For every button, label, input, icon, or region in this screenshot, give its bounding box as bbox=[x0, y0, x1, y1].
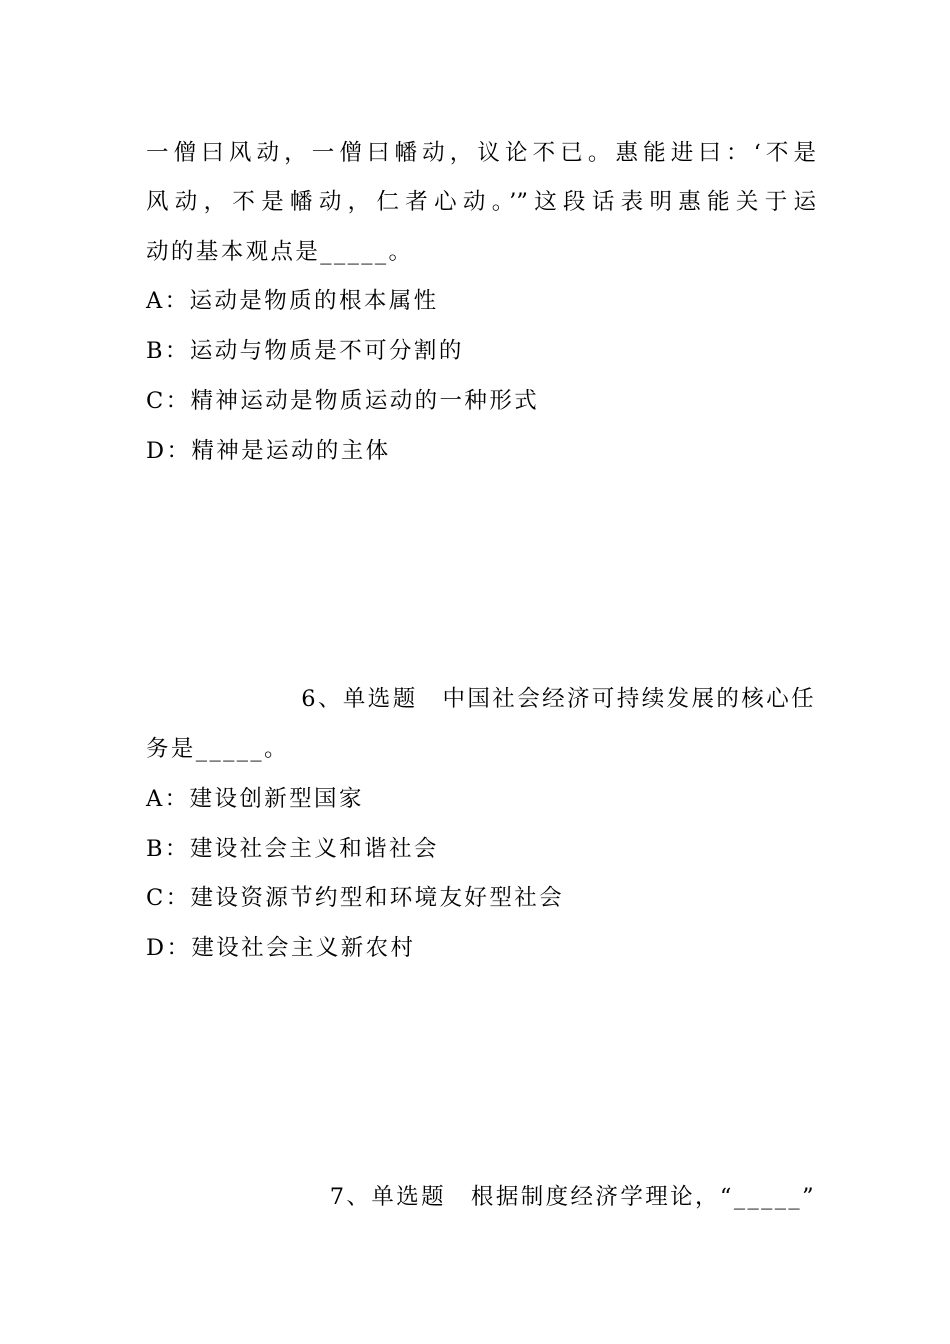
question-7-stem-line-1: 7、单选题 根据制度经济学理论，“_____” bbox=[329, 1184, 816, 1210]
question-5-stem-line-3: 动的基本观点是_____。 bbox=[146, 239, 414, 265]
question-5-stem-line-1: 一僧曰风动，一僧曰幡动，议论不已。惠能进曰：‘不是 bbox=[146, 140, 816, 166]
question-6-option-b: B：建设社会主义和谐社会 bbox=[146, 836, 439, 862]
question-6-option-a: A：建设创新型国家 bbox=[146, 786, 364, 812]
question-6-option-c: C：建设资源节约型和环境友好型社会 bbox=[146, 885, 565, 911]
question-5-option-c: C：精神运动是物质运动的一种形式 bbox=[146, 388, 540, 414]
question-5-option-d: D：精神是运动的主体 bbox=[146, 438, 391, 464]
question-6-stem-line-2: 务是_____。 bbox=[146, 736, 289, 762]
question-5-stem-line-2: 风动，不是幡动，仁者心动。’”这段话表明惠能关于运 bbox=[146, 189, 816, 215]
question-6-option-d: D：建设社会主义新农村 bbox=[146, 935, 416, 961]
question-5-option-a: A：运动是物质的根本属性 bbox=[146, 288, 439, 314]
question-6-stem-line-1: 6、单选题 中国社会经济可持续发展的核心任 bbox=[301, 686, 816, 712]
question-5-option-b: B：运动与物质是不可分割的 bbox=[146, 338, 464, 364]
